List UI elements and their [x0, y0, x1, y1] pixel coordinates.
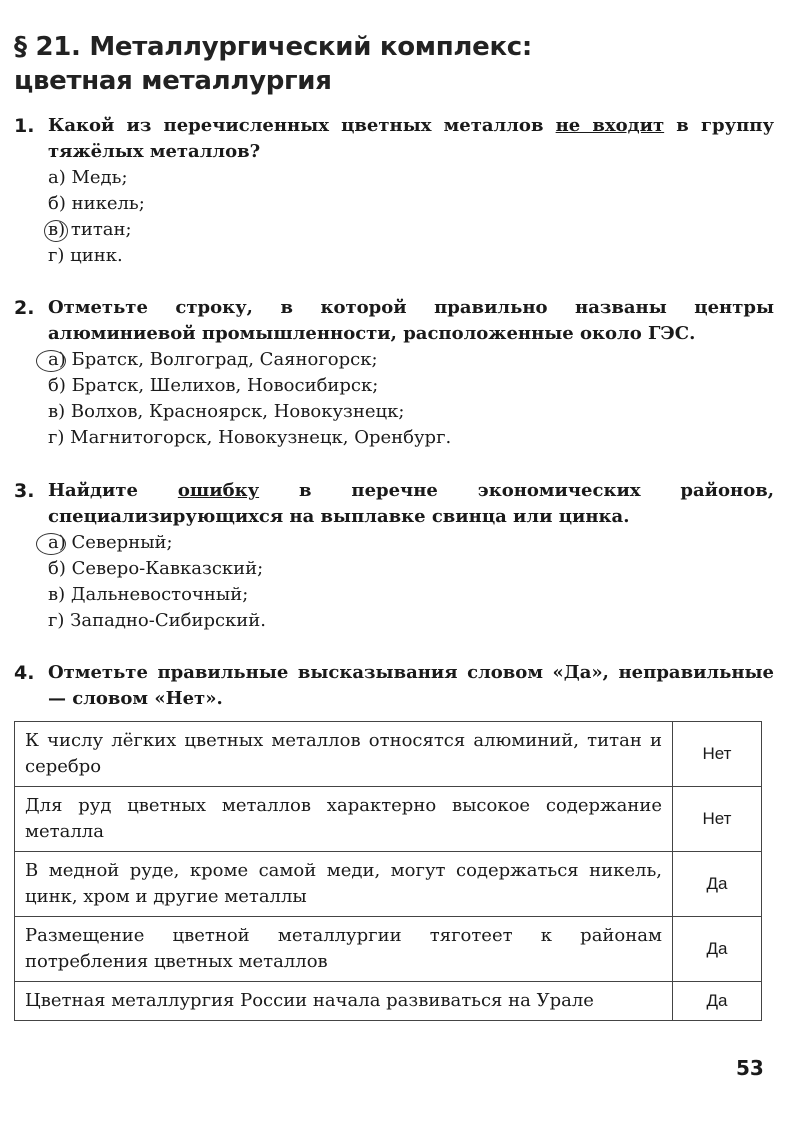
answer-option-c[interactable]: в) Волхов, Красноярск, Новокузнецк; [48, 401, 405, 422]
answer-cell[interactable]: Нет [673, 722, 762, 787]
answer-option-c[interactable]: в) Дальневосточный; [48, 584, 249, 605]
answer-option-d[interactable]: г) цинк. [48, 245, 123, 266]
question-text: Отметьте правильные высказывания словом «Да», неправильные — словом «Нет». [48, 662, 774, 709]
answer-option-a[interactable]: а) Северный; [48, 530, 774, 556]
question-1 [14, 113, 774, 269]
answer-option-c[interactable]: в) титан; [48, 217, 774, 243]
statement-cell: Для руд цветных металлов характерно высокое содержание металла [15, 787, 673, 852]
answer-cell[interactable]: Нет [673, 787, 762, 852]
answer-option-b[interactable]: б) никель; [48, 193, 145, 214]
table-row [15, 722, 762, 787]
question-2 [14, 295, 774, 451]
answer-option-a[interactable]: а) Медь; [48, 167, 128, 188]
question-number: 1. [14, 115, 35, 137]
table-row [15, 917, 762, 982]
selected-answer-circle [36, 533, 66, 555]
table-row [15, 982, 762, 1021]
statement-cell: Цветная металлургия России начала развиваться на Урале [15, 982, 673, 1021]
page-title [14, 30, 532, 98]
question-text: Какой из перечисленных цветных металлов не входит в группу тяжёлых металлов? [48, 115, 774, 162]
question-number: 3. [14, 480, 35, 502]
statement-cell: В медной руде, кроме самой меди, могут содержаться никель, цинк, хром и другие металлы [15, 852, 673, 917]
title-line-1: § 21. Металлургический комплекс: [14, 32, 533, 62]
answer-option-b[interactable]: б) Братск, Шелихов, Новосибирск; [48, 375, 379, 396]
answer-option-a[interactable]: а) Братск, Волгоград, Саяногорск; [48, 347, 774, 373]
page-number: 53 [736, 1056, 764, 1080]
selected-answer-circle [44, 220, 68, 242]
statement-cell: Размещение цветной металлургии тяготеет к районам потребления цветных металлов [15, 917, 673, 982]
question-text: Найдите ошибку в перечне экономических районов, специализирующихся на выплавке свинца или цинка. [48, 480, 774, 527]
table-row [15, 852, 762, 917]
selected-answer-circle [36, 350, 66, 372]
question-number: 2. [14, 297, 35, 319]
answer-cell[interactable]: Да [673, 982, 762, 1021]
answer-option-d[interactable]: г) Магнитогорск, Новокузнецк, Оренбург. [48, 427, 452, 448]
true-false-table [14, 721, 762, 1021]
underlined-text: ошибку [177, 480, 260, 501]
answer-option-d[interactable]: г) Западно-Сибирский. [48, 610, 267, 631]
answer-option-b[interactable]: б) Северо-Кавказский; [48, 558, 264, 579]
answer-cell[interactable]: Да [673, 917, 762, 982]
statement-cell: К числу лёгких цветных металлов относятся алюминий, титан и серебро [15, 722, 673, 787]
question-3 [14, 478, 774, 634]
table-row [15, 787, 762, 852]
question-number: 4. [14, 662, 35, 684]
question-text: Отметьте строку, в которой правильно названы центры алюминиевой промышленности, расположенные около ГЭС. [48, 297, 774, 344]
question-4 [14, 660, 774, 712]
underlined-text: не входит [555, 115, 665, 136]
title-line-2: цветная металлургия [14, 66, 332, 96]
answer-cell[interactable]: Да [673, 852, 762, 917]
